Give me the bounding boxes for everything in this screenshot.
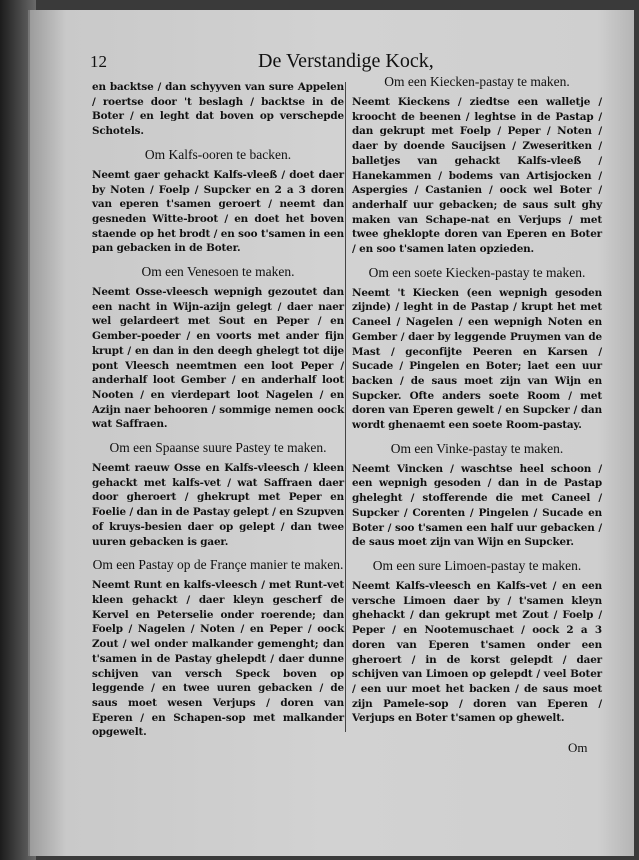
recipe-text: Neemt Kieckens / ziedtse een walletje / kroocht de beenen / leghtse in de Pastap / dan gekrupt met Foelp / Peper / Noten / daer by doende Saucijsen / Zweseritken / balletjes van gehackt Kalfs-vleeß / Hanekammen / bodems van Artisjocken / Aspergies / Castanien / oock wel Boter / anderhalf uur gebacken; de saus sult ghy maken van Schape-nat en Verjups / met twee gheklopte doren van Eperen en Boter / en soo t'samen laten opzieden. xyxy=(352,96,602,256)
recipe-continuation-text: en backtse / dan schyyven van sure Appelen / roertse door 't beslagh / backtse in de Boter / en leght dat boven op verschepde Schotels. xyxy=(92,81,344,138)
recipe-heading: Om een soete Kiecken-pastay te maken. xyxy=(368,264,586,280)
page-header xyxy=(90,52,610,76)
recipe-text: Neemt 't Kiecken (een wepnigh gesoden zijnde) / leght in de Pastap / krupt het met Caneel / Nagelen / een wepnigh Noten en Gember / daer by leggende Pruymen van de Mast / geconfijte Peeren en Karsen / Sucade / Pingelen en Boter; laet een uur backen / de saus moet zijn van Wijn en Supcker. Ofte anders soete Room / met doren van Eperen gewelt / en Supcker / dan wordt ghenaemt een soete Room-pastay. xyxy=(352,286,602,432)
recipe-heading: Om een sure Limoen-pastay te maken. xyxy=(372,557,582,573)
recipe-heading: Om een Venesoen te maken. xyxy=(141,264,295,280)
column-divider xyxy=(345,82,346,732)
running-title: De Verstandige Kock, xyxy=(258,50,434,72)
recipe-text: Neemt raeuw Osse en Kalfs-vleesch / kleen gehackt met kalfs-vet / wat Saffraen daer door gheroert / ghekrupt met Peper en Foelie / dan in de Pastay gelept / en Szupven of kruys-besien daer op gelept / dan twee uuren gebacken is gaer. xyxy=(92,462,344,548)
recipe-heading: Om Kalfs-ooren te backen. xyxy=(144,146,292,162)
recipe-text: Neemt Runt en kalfs-vleesch / met Runt-vet kleen gehackt / daer kleyn gescherf de Kervel en Peterselie onder roerende; dan Foelp / Nagelen / Noten / en Peper / oock Zout / wel onder malkander gemenght; dan t'samen in de Pastay ghelepdt / daer dunne schijven van versch Speck boven op leggende / en twee uuren gebacken / de saus moet wesen Verjups / doren van Eperen / en Schapen-sop met malkander opgewelt. xyxy=(92,579,344,739)
page-number: 12 xyxy=(90,52,107,71)
recipe-heading: Om een Kiecken-pastay te maken. xyxy=(384,74,570,89)
left-column xyxy=(92,80,344,740)
recipe-heading: Om een Vinke-pastay te maken. xyxy=(390,440,564,456)
recipe-text: Neemt gaer gehackt Kalfs-vleeß / doet daer by Noten / Foelp / Supcker en 2 a 3 doren van eperen t'samen geroert / neemt dan gesneden Witte-broot / en doet het boven staende op het brodt / en soo t'samen in een pan gebacken in de Boter. xyxy=(92,168,344,255)
right-column xyxy=(352,74,602,726)
recipe-heading: Om een Spaanse suure Pastey te maken. xyxy=(109,440,327,456)
catchword: Om xyxy=(568,740,588,755)
recipe-text: Neemt Osse-vleesch wepnigh gezoutet dan een nacht in Wijn-azijn gelegt / daer naer wel gelardeert met Sout en Peper / en Gember-poeder / en voorts met ander fijn krupt / en dan in den deegh ghelegt tot dije pont Vleesch neemtmen een loot Peper / anderhalf loot Gember / en anderhalf loot Nooten / en vierdepart loot Nagelen / en Azijn naer behooren / sommige nemen oock wat Saffraen. xyxy=(92,286,344,431)
recipe-text: Neemt Kalfs-vleesch en Kalfs-vet / en een versche Limoen daer by / t'samen kleyn ghehackt / dan gekrupt met Zout / Foelp / Peper / en Nootemuschaet / oock 2 a 3 doren van Eperen t'samen onder een gheroert / in de korst gelepdt / daer schijven van Limoen op gelepdt / veel Boter / een uur moet het backen / de saus moet zijn Pamele-sop / doren van Eperen / Verjups en Boter t'samen op ghewelt. xyxy=(352,579,602,725)
recipe-heading: Om een Pastay op de Françe manier te maken. xyxy=(92,557,344,573)
recipe-text: Neemt Vincken / waschtse heel schoon / een wepnigh gesoden / dan in de Pastap gheleght / stofferende die met Caneel / Supcker / Corenten / Pingelen / Sucade en Boter / soo t'samen een half uur gebacken / de saus moet zijn van Wijn en Supcker. xyxy=(352,462,602,549)
